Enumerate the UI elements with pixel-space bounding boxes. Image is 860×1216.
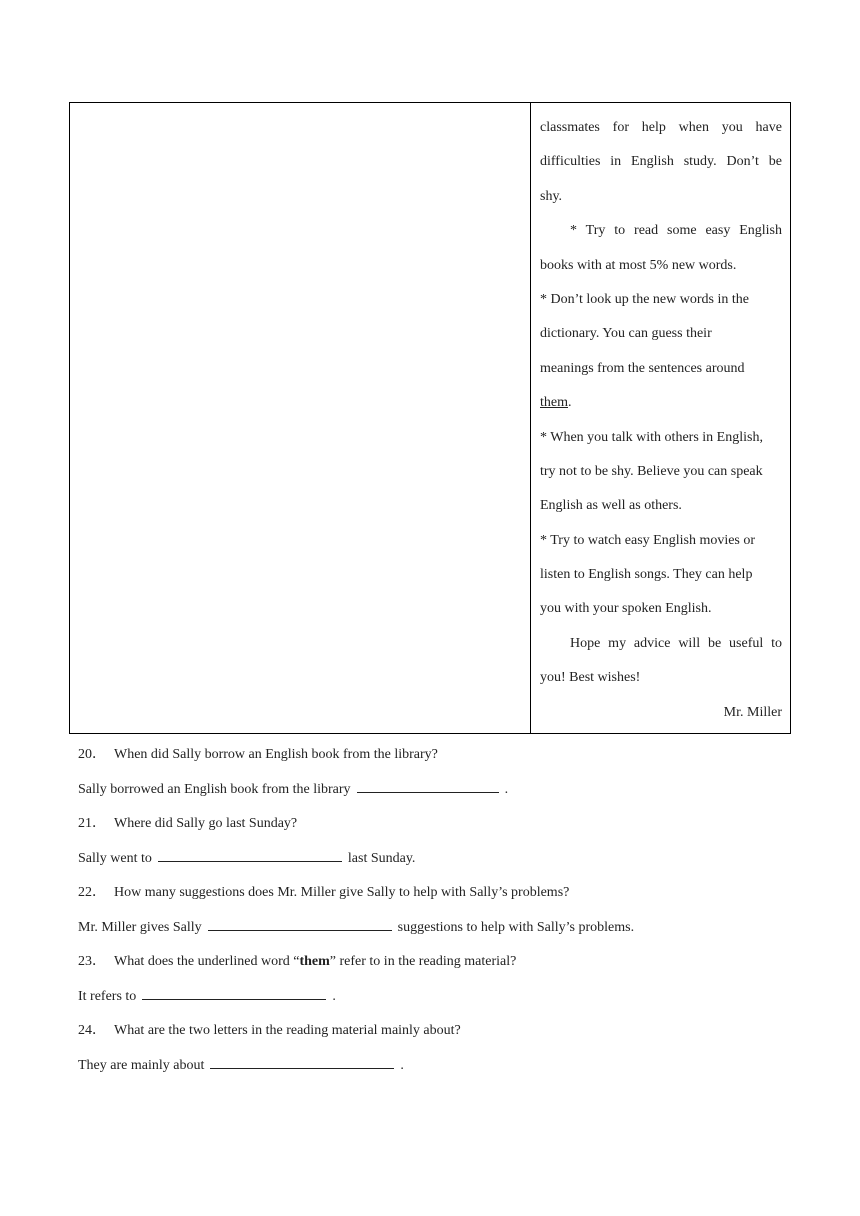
question-text: ” refer to in the reading material? xyxy=(329,954,517,969)
answer-blank[interactable] xyxy=(357,778,499,793)
period: . xyxy=(568,395,572,411)
question-number: 24． xyxy=(78,1023,106,1038)
answer-21 xyxy=(78,842,798,877)
answer-blank[interactable] xyxy=(208,916,392,931)
letter-line: * Try to watch easy English movies or xyxy=(540,532,756,548)
question-21 xyxy=(78,807,798,842)
letter-line: * Try to read some easy English xyxy=(570,223,782,239)
question-number: 22． xyxy=(78,885,106,900)
question-number: 20． xyxy=(78,747,106,762)
answer-suffix: last Sunday. xyxy=(347,850,416,866)
question-text: What are the two letters in the reading material mainly about? xyxy=(114,1023,461,1038)
answer-suffix: suggestions to help with Sally’s problems. xyxy=(397,919,635,935)
letter-line: difficulties in English study. Don’t be xyxy=(540,154,782,170)
question-24 xyxy=(78,1014,798,1049)
answer-prefix: They are mainly about xyxy=(78,1057,205,1073)
letter-right-column xyxy=(531,103,790,733)
question-number: 23． xyxy=(78,954,106,969)
letter-line: shy. xyxy=(540,188,563,204)
answer-suffix: . xyxy=(400,1057,404,1073)
letter-line: English as well as others. xyxy=(540,498,682,514)
letter-line: try not to be shy. Believe you can speak xyxy=(540,463,763,479)
letter-line: * Don’t look up the new words in the xyxy=(540,291,749,307)
letter-line: you with your spoken English. xyxy=(540,601,712,617)
question-number: 21． xyxy=(78,816,106,831)
letter-line: dictionary. You can guess their xyxy=(540,326,712,342)
question-text: What does the underlined word “ xyxy=(114,954,300,969)
letter-line xyxy=(540,386,782,420)
letter-line: meanings from the sentences around xyxy=(540,360,745,376)
answer-24 xyxy=(78,1049,798,1084)
answer-blank[interactable] xyxy=(142,985,326,1000)
question-22 xyxy=(78,876,798,911)
underlined-word-them: them xyxy=(540,395,568,411)
letter-table xyxy=(69,102,791,734)
letter-line: you! Best wishes! xyxy=(540,670,641,686)
answer-22 xyxy=(78,911,798,946)
answer-prefix: Sally borrowed an English book from the library xyxy=(78,781,351,797)
question-text: When did Sally borrow an English book from the library? xyxy=(114,747,438,762)
question-20 xyxy=(78,738,798,773)
answer-23 xyxy=(78,980,798,1015)
answer-prefix: Mr. Miller gives Sally xyxy=(78,919,202,935)
answer-blank[interactable] xyxy=(210,1054,394,1069)
letter-line: listen to English songs. They can help xyxy=(540,567,753,583)
letter-signature: Mr. Miller xyxy=(723,704,782,720)
bold-word-them: them xyxy=(299,954,330,969)
answer-suffix: . xyxy=(504,781,509,797)
answer-20 xyxy=(78,773,798,808)
answer-prefix: Sally went to xyxy=(78,850,152,866)
letter-line: books with at most 5% new words. xyxy=(540,257,737,273)
answer-blank[interactable] xyxy=(158,847,342,862)
question-text: How many suggestions does Mr. Miller give Sally to help with Sally’s problems? xyxy=(114,885,570,900)
letter-line: Hope my advice will be useful to xyxy=(570,635,782,651)
question-text: Where did Sally go last Sunday? xyxy=(114,816,298,831)
answer-suffix: . xyxy=(332,988,336,1004)
letter-line: classmates for help when you have xyxy=(540,120,782,135)
questions-section xyxy=(78,738,798,1083)
letter-left-column xyxy=(70,103,531,733)
question-23 xyxy=(78,945,798,980)
letter-line: * When you talk with others in English, xyxy=(540,429,763,445)
answer-prefix: It refers to xyxy=(78,988,137,1004)
